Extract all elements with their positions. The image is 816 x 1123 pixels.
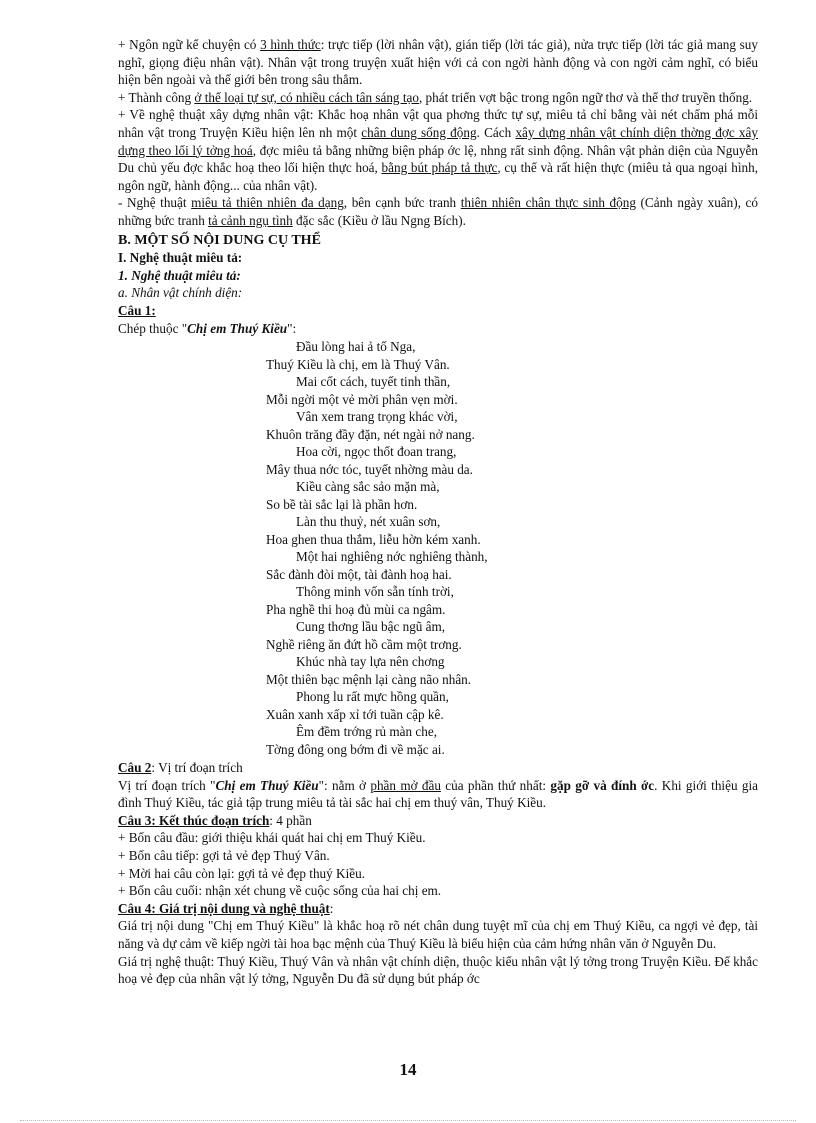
poem-block xyxy=(118,338,758,758)
list-item: + Bốn câu cuối: nhận xét chung về cuộc sống của hai chị em. xyxy=(118,883,442,899)
text: , phát triển vợt bậc trong ngôn ngữ thơ và thể thơ truyền thống. xyxy=(418,89,753,105)
paragraph-character-building xyxy=(118,106,758,194)
underlined-text: ở thể loại tự sự, có nhiều cách tân sáng tạo xyxy=(194,89,419,105)
poem-line: Mai cốt cách, tuyết tinh thần, xyxy=(296,374,451,390)
poem-line: Tờng đông ong bớm đi về mặc ai. xyxy=(266,741,445,757)
page-number: 14 xyxy=(399,1060,417,1079)
question-2-answer xyxy=(118,777,758,812)
poem-line: Hoa cời, ngọc thốt đoan trang, xyxy=(296,444,457,460)
text: + Ngôn ngữ kể chuyện có xyxy=(118,37,261,52)
poem-line: Sắc đành đòi một, tài đành hoạ hai. xyxy=(266,566,452,582)
list-item: + Mời hai câu còn lại: gợi tả vẻ đẹp thuý Kiều. xyxy=(118,865,365,881)
poem-line: Hoa ghen thua thắm, liễu hờn kém xanh. xyxy=(266,531,481,547)
question-2-label xyxy=(118,759,758,777)
text: . Khi giới thiệu gia đình Thuý Kiều, tác giả tập trung miêu tả tài sắc hai chị em thuý vân, Thuý Kiều. xyxy=(118,777,758,811)
poem-line: Cung thơng lầu bậc ngũ âm, xyxy=(296,619,446,635)
poem-title: Chị em Thuý Kiều xyxy=(187,320,288,336)
text: + Về nghệ thuật xây dựng nhân vật: Khắc hoạ nhân vật qua phơng thức tự sự, miêu tả chỉ bằng vài nét chấm phá mỗi nhân vật trong Truyện Kiều hiện lên nh một xyxy=(118,107,758,140)
poem-line: Khúc nhà tay lựa nên chơng xyxy=(296,654,445,670)
section-b-heading: B. MỘT SỐ NỘI DUNG CỤ THỂ xyxy=(118,232,321,248)
text: đặc sắc (Kiều ở lầu Ngng Bích). xyxy=(292,212,466,228)
poem-line: Phong lu rất mực hồng quần, xyxy=(296,689,449,705)
text: . Cách xyxy=(476,124,516,140)
poem-line: Đầu lòng hai ả tố Nga, xyxy=(296,339,416,355)
paragraph-art-value: Giá trị nghệ thuật: Thuý Kiều, Thuý Vân và nhân vật chính diện, thuộc kiểu nhân vật lý tởng trong Truyện Kiều. Để khắc hoạ vẻ đẹp của nhân vật lý tởng, Nguyễn Du đã sử dụng bút pháp ớc xyxy=(118,953,758,987)
question-label: Câu 3: Kết thúc đoạn trích xyxy=(118,812,270,828)
text: - Nghệ thuật xyxy=(118,195,192,211)
poem-line: Một hai nghiêng nớc nghiêng thành, xyxy=(296,549,488,565)
question-label: Câu 4: Giá trị nội dung và nghệ thuật xyxy=(118,900,330,916)
question-label: Câu 2 xyxy=(118,760,152,776)
section-i-heading: I. Nghệ thuật miêu tả: xyxy=(118,250,243,266)
paragraph-content-value: Giá trị nội dung "Chị em Thuý Kiều" là khắc hoạ rõ nét chân dung tuyệt mĩ của chị em Thuý Kiều, ca ngợi vẻ đẹp, tài năng và dự cảm về kiếp ngời tài hoa bạc mệnh của Thuý Kiều là biểu hiện của cảm hứng nhân văn ở Nguyễn Du. xyxy=(118,918,758,952)
section-a-heading: a. Nhân vật chính diện: xyxy=(118,285,243,301)
text: , bên cạnh bức tranh xyxy=(343,195,461,211)
page-body xyxy=(118,36,758,988)
poem-line: Kiều càng sắc sảo mặn mà, xyxy=(296,479,440,495)
paragraph-nature-description xyxy=(118,194,758,229)
question-3-label xyxy=(118,812,758,830)
underlined-text: phần mở đầu xyxy=(370,777,441,793)
poem-line: Làn thu thuỷ, nét xuân sơn, xyxy=(296,514,441,530)
text: : xyxy=(329,900,334,916)
poem-line: Một thiên bạc mệnh lại càng não nhân. xyxy=(266,671,472,687)
poem-line: Nghề riêng ăn đứt hồ cầm một trơng. xyxy=(266,636,462,652)
page-bottom-rule xyxy=(20,1120,796,1121)
text: + Thành công xyxy=(118,89,195,105)
poem-line: Mây thua nớc tóc, tuyết nhờng màu da. xyxy=(266,461,473,477)
poem-line: Êm đềm trớng rủ màn che, xyxy=(296,724,438,740)
underlined-text: 3 hình thức xyxy=(260,37,321,52)
list-item: + Bốn câu đầu: giới thiệu khái quát hai chị em Thuý Kiều. xyxy=(118,830,426,846)
underlined-text: miêu tả thiên nhiên đa dạng xyxy=(191,195,344,211)
underlined-text: tả cảnh ngụ tình xyxy=(208,212,293,228)
paragraph-genre-success xyxy=(118,89,758,107)
text: ": xyxy=(287,320,297,336)
text: ": nằm ở xyxy=(318,777,371,793)
text: , cụ thể và rất hiện thực (miêu tả qua ngoại hình, ngôn ngữ, hành động... của nhân vật). xyxy=(118,160,758,193)
text: : Vị trí đoạn trích xyxy=(151,760,243,776)
bold-text: gặp gỡ và đính ớc xyxy=(550,777,655,793)
underlined-text: thiên nhiên chân thực sinh động xyxy=(460,195,636,211)
section-1-heading: 1. Nghệ thuật miêu tả: xyxy=(118,267,241,283)
question-1-prompt xyxy=(118,320,758,338)
text: : trực tiếp (lời nhân vật), gián tiếp (lời tác giả), nửa trực tiếp (lời tác giả mang suy nghĩ, giọng điệu nhân vật). Nhân vật trong truyện xuất hiện với cả con ngời hành động và con ngời cảm nghĩ, có biểu hiện bên ngoài và thế giới bên trong sâu thẳm. xyxy=(118,37,758,88)
text: Vị trí đoạn trích " xyxy=(118,777,216,793)
poem-line: Mỗi ngời một vẻ mời phân vẹn mời. xyxy=(266,391,458,407)
poem-line: Vân xem trang trọng khác vời, xyxy=(296,409,458,425)
text: , đợc miêu tả bằng những biện pháp ớc lệ, nhng rất sinh động. Nhân vật phản diện của Nguyễn Du chủ yếu đợc khắc hoạ theo lối hiện thực hoá, xyxy=(118,142,758,176)
question-1-label xyxy=(118,302,758,320)
poem-line: So bề tài sắc lại là phần hơn. xyxy=(266,496,418,512)
text: : 4 phần xyxy=(269,812,312,828)
text: của phần thứ nhất: xyxy=(440,777,551,793)
poem-line: Thông minh vốn sẵn tính trời, xyxy=(296,584,454,600)
poem-line: Khuôn trăng đầy đặn, nét ngài nở nang. xyxy=(266,426,475,442)
poem-line: Xuân xanh xấp xỉ tới tuần cập kê. xyxy=(266,706,444,722)
question-4-label xyxy=(118,900,758,918)
question-label: Câu 1: xyxy=(118,302,156,318)
underlined-text: xây dựng nhân vật chính diện thờng đợc xây dựng theo lối lý tởng hoá xyxy=(118,124,758,158)
text: Chép thuộc " xyxy=(118,320,188,336)
underlined-text: bằng bút pháp tả thực xyxy=(381,160,498,176)
text: (Cảnh ngày xuân), có những bức tranh xyxy=(118,195,758,228)
list-item: + Bốn câu tiếp: gợi tả vẻ đẹp Thuý Vân. xyxy=(118,848,330,864)
poem-line: Pha nghề thi hoạ đủ mùi ca ngâm. xyxy=(266,601,446,617)
paragraph-narrative-language xyxy=(118,36,758,89)
underlined-text: chân dung sống động xyxy=(361,124,477,140)
poem-title: Chị em Thuý Kiều xyxy=(215,777,319,793)
poem-line: Thuý Kiều là chị, em là Thuý Vân. xyxy=(266,356,450,372)
